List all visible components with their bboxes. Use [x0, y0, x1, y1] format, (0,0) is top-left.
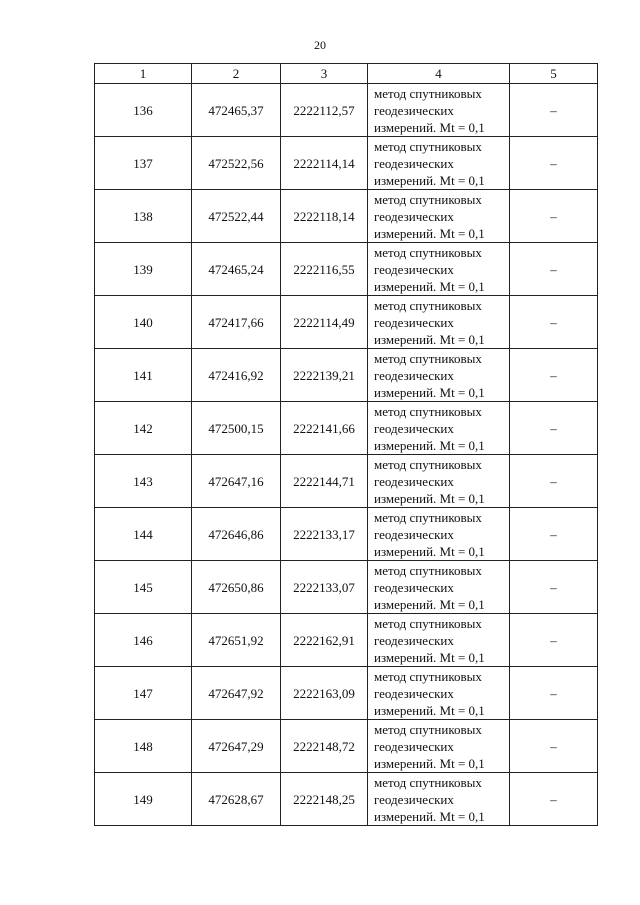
coordinate-y-cell: 2222114,49	[281, 296, 368, 349]
method-line: метод спутниковых	[374, 509, 482, 525]
method-line: геодезических	[374, 314, 454, 330]
method-line: измерений. Mt = 0,1	[374, 596, 485, 612]
note-cell: –	[510, 561, 598, 614]
table-row	[95, 296, 598, 349]
method-line: метод спутниковых	[374, 244, 482, 260]
method-line: измерений. Mt = 0,1	[374, 172, 485, 188]
method-line: геодезических	[374, 579, 454, 595]
note-cell: –	[510, 773, 598, 826]
method-line: измерений. Mt = 0,1	[374, 702, 485, 718]
column-header: 2	[192, 64, 281, 84]
note-cell: –	[510, 455, 598, 508]
method-line: метод спутниковых	[374, 562, 482, 578]
method-line: метод спутниковых	[374, 774, 482, 790]
point-number-cell: 138	[95, 190, 192, 243]
note-cell: –	[510, 508, 598, 561]
method-cell	[368, 84, 510, 137]
method-line: геодезических	[374, 420, 454, 436]
method-line: геодезических	[374, 791, 454, 807]
coordinate-y-cell: 2222112,57	[281, 84, 368, 137]
coordinate-y-cell: 2222133,07	[281, 561, 368, 614]
coordinate-x-cell: 472522,56	[192, 137, 281, 190]
point-number-cell: 137	[95, 137, 192, 190]
method-line: геодезических	[374, 155, 454, 171]
note-cell: –	[510, 720, 598, 773]
coordinate-x-cell: 472647,92	[192, 667, 281, 720]
note-cell: –	[510, 190, 598, 243]
method-line: измерений. Mt = 0,1	[374, 384, 485, 400]
table-row	[95, 773, 598, 826]
column-header: 5	[510, 64, 598, 84]
method-line: измерений. Mt = 0,1	[374, 437, 485, 453]
table-row	[95, 84, 598, 137]
table-row	[95, 508, 598, 561]
coordinate-y-cell: 2222114,14	[281, 137, 368, 190]
note-cell: –	[510, 137, 598, 190]
method-line: метод спутниковых	[374, 85, 482, 101]
method-line: метод спутниковых	[374, 403, 482, 419]
method-cell	[368, 402, 510, 455]
method-line: геодезических	[374, 526, 454, 542]
method-line: геодезических	[374, 261, 454, 277]
coordinate-x-cell: 472417,66	[192, 296, 281, 349]
coordinate-x-cell: 472647,16	[192, 455, 281, 508]
method-line: измерений. Mt = 0,1	[374, 490, 485, 506]
coordinate-x-cell: 472646,86	[192, 508, 281, 561]
method-cell	[368, 296, 510, 349]
coordinate-y-cell: 2222133,17	[281, 508, 368, 561]
note-cell: –	[510, 614, 598, 667]
method-line: измерений. Mt = 0,1	[374, 331, 485, 347]
method-line: метод спутниковых	[374, 456, 482, 472]
method-line: геодезических	[374, 632, 454, 648]
page-number: 20	[314, 38, 326, 52]
coordinate-x-cell: 472651,92	[192, 614, 281, 667]
coordinate-x-cell: 472522,44	[192, 190, 281, 243]
coordinate-y-cell: 2222162,91	[281, 614, 368, 667]
method-line: геодезических	[374, 208, 454, 224]
coordinate-y-cell: 2222144,71	[281, 455, 368, 508]
coordinate-y-cell: 2222139,21	[281, 349, 368, 402]
point-number-cell: 141	[95, 349, 192, 402]
note-cell: –	[510, 402, 598, 455]
coordinate-y-cell: 2222148,72	[281, 720, 368, 773]
coordinate-x-cell: 472416,92	[192, 349, 281, 402]
method-line: метод спутниковых	[374, 668, 482, 684]
method-cell	[368, 508, 510, 561]
note-cell: –	[510, 84, 598, 137]
method-line: метод спутниковых	[374, 721, 482, 737]
column-header: 4	[368, 64, 510, 84]
table-row	[95, 190, 598, 243]
table-row	[95, 455, 598, 508]
method-line: метод спутниковых	[374, 191, 482, 207]
column-header: 3	[281, 64, 368, 84]
method-cell	[368, 614, 510, 667]
method-cell	[368, 773, 510, 826]
table-body	[95, 84, 598, 826]
note-cell: –	[510, 296, 598, 349]
point-number-cell: 139	[95, 243, 192, 296]
method-cell	[368, 455, 510, 508]
point-number-cell: 149	[95, 773, 192, 826]
method-cell	[368, 137, 510, 190]
method-line: геодезических	[374, 738, 454, 754]
coordinate-y-cell: 2222163,09	[281, 667, 368, 720]
coordinate-x-cell: 472647,29	[192, 720, 281, 773]
method-line: измерений. Mt = 0,1	[374, 543, 485, 559]
table-row	[95, 667, 598, 720]
table-row	[95, 720, 598, 773]
method-cell	[368, 243, 510, 296]
method-cell	[368, 190, 510, 243]
point-number-cell: 143	[95, 455, 192, 508]
point-number-cell: 140	[95, 296, 192, 349]
method-line: метод спутниковых	[374, 615, 482, 631]
coordinate-y-cell: 2222118,14	[281, 190, 368, 243]
coordinate-x-cell: 472628,67	[192, 773, 281, 826]
method-line: метод спутниковых	[374, 138, 482, 154]
table-row	[95, 349, 598, 402]
point-number-cell: 142	[95, 402, 192, 455]
coordinates-table	[94, 63, 598, 826]
method-line: геодезических	[374, 685, 454, 701]
table-header-row	[95, 64, 598, 84]
coordinate-x-cell: 472465,24	[192, 243, 281, 296]
method-line: метод спутниковых	[374, 350, 482, 366]
coordinate-x-cell: 472500,15	[192, 402, 281, 455]
point-number-cell: 145	[95, 561, 192, 614]
table-row	[95, 243, 598, 296]
coordinate-x-cell: 472465,37	[192, 84, 281, 137]
note-cell: –	[510, 667, 598, 720]
table-row	[95, 561, 598, 614]
method-line: метод спутниковых	[374, 297, 482, 313]
point-number-cell: 144	[95, 508, 192, 561]
table-row	[95, 137, 598, 190]
table-row	[95, 402, 598, 455]
coordinate-x-cell: 472650,86	[192, 561, 281, 614]
method-line: измерений. Mt = 0,1	[374, 225, 485, 241]
point-number-cell: 148	[95, 720, 192, 773]
method-line: измерений. Mt = 0,1	[374, 278, 485, 294]
method-line: геодезических	[374, 367, 454, 383]
method-line: измерений. Mt = 0,1	[374, 119, 485, 135]
method-line: измерений. Mt = 0,1	[374, 649, 485, 665]
method-line: измерений. Mt = 0,1	[374, 808, 485, 824]
method-line: геодезических	[374, 473, 454, 489]
coordinate-y-cell: 2222141,66	[281, 402, 368, 455]
point-number-cell: 136	[95, 84, 192, 137]
coordinate-y-cell: 2222148,25	[281, 773, 368, 826]
point-number-cell: 146	[95, 614, 192, 667]
column-header: 1	[95, 64, 192, 84]
method-cell	[368, 720, 510, 773]
coordinate-y-cell: 2222116,55	[281, 243, 368, 296]
note-cell: –	[510, 349, 598, 402]
point-number-cell: 147	[95, 667, 192, 720]
note-cell: –	[510, 243, 598, 296]
method-cell	[368, 667, 510, 720]
method-cell	[368, 561, 510, 614]
table-row	[95, 614, 598, 667]
method-line: измерений. Mt = 0,1	[374, 755, 485, 771]
method-line: геодезических	[374, 102, 454, 118]
method-cell	[368, 349, 510, 402]
